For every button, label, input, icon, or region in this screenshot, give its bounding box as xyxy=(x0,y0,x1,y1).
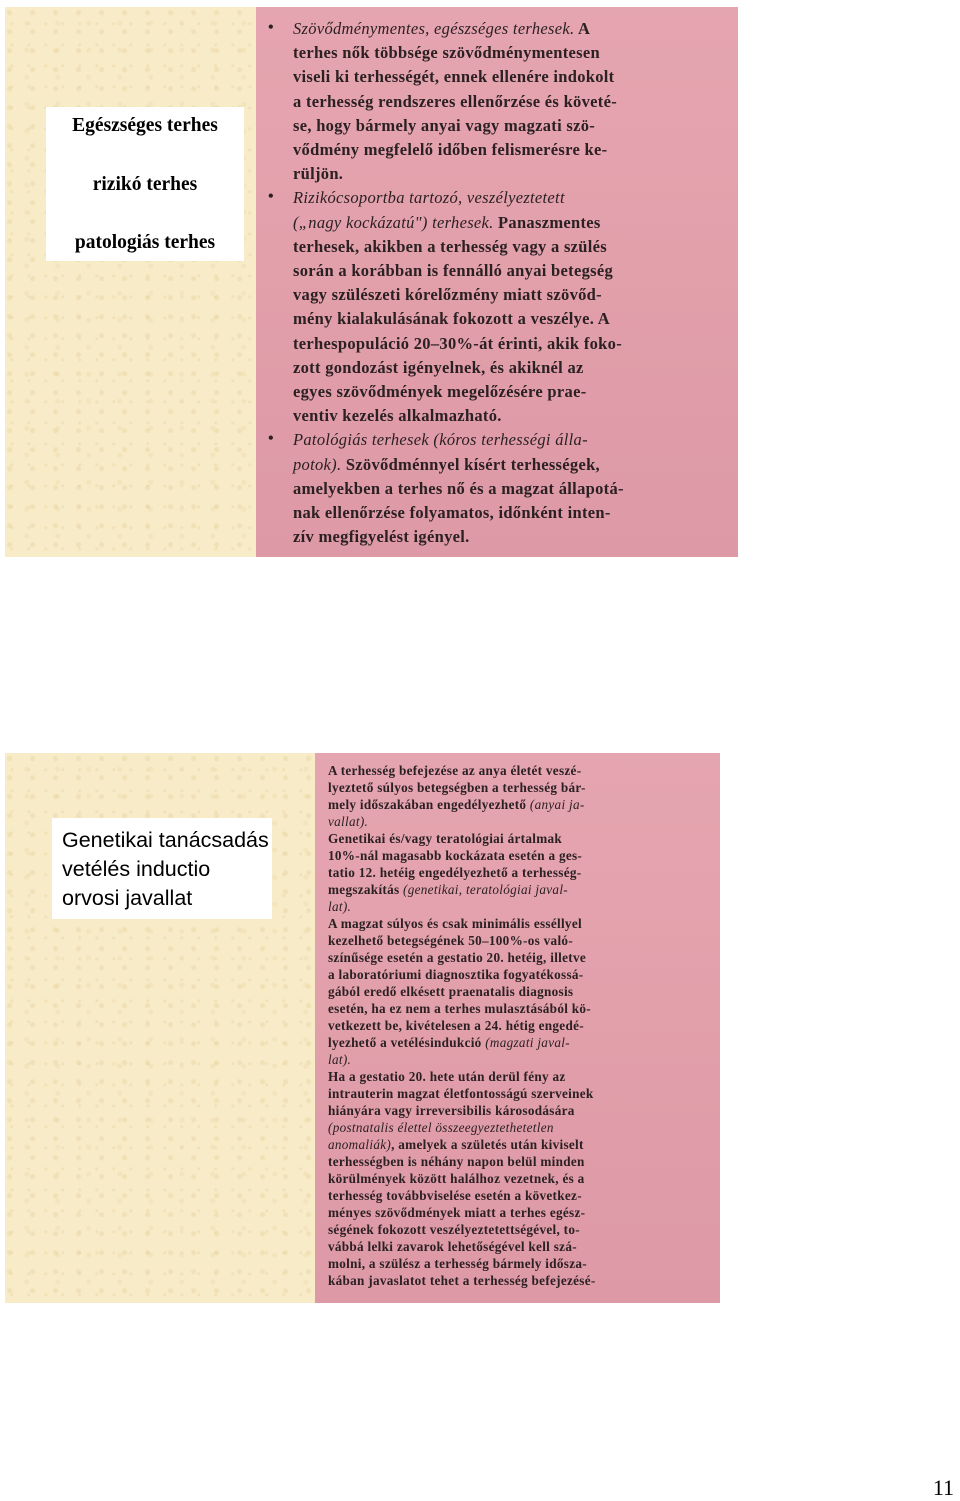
slide-1 xyxy=(5,7,738,557)
scan-text-line xyxy=(328,797,585,813)
label-genetic-counselling: Genetikai tanácsadás xyxy=(62,828,269,852)
scan-text-line xyxy=(293,43,600,63)
scan-italic-text: (anyai ja- xyxy=(529,797,585,812)
scan-body-text: zott gondozást igényelnek, és akiknél az xyxy=(293,357,584,377)
scan-body-text: molni, a szülész a terhesség bármely idősza- xyxy=(328,1256,587,1271)
scan-body-text: 10%-nál magasabb kockázata esetén a ges- xyxy=(328,848,583,863)
scan-text-line xyxy=(328,1154,585,1170)
scan-text-line xyxy=(293,67,614,87)
scan-italic-text: Rizikócsoportba tartozó, veszélyeztetett xyxy=(293,188,565,208)
scan-text-line xyxy=(328,1120,554,1136)
scan-italic-text: vallat). xyxy=(328,814,369,829)
bullet-marker: • xyxy=(268,430,274,448)
scan-body-text: tatio 12. hetéig engedélyezhető a terhesség- xyxy=(328,865,582,880)
scan-body-text: kezelhető betegségének 50–100%-os való- xyxy=(328,933,574,948)
scan-text-line xyxy=(293,213,601,233)
scan-text-line xyxy=(328,848,582,864)
label-abortion-induction: vetélés inductio xyxy=(62,857,211,881)
scan-body-text: gából eredő elkésett praenatalis diagnosis xyxy=(328,984,574,999)
scan-text-line xyxy=(293,382,587,402)
scan-body-text: intrauterin magzat életfontosságú szerveinek xyxy=(328,1086,594,1101)
scan-body-text: se, hogy bármely anyai vagy magzati szö- xyxy=(293,115,596,135)
scan-text-line xyxy=(328,831,562,847)
scan-text-line xyxy=(328,916,582,932)
scan-body-text: terhespopuláció 20–30%-át érinti, akik foko- xyxy=(293,333,622,353)
category-label-box xyxy=(46,107,244,261)
scan-body-text: lyezhető a vetélésindukció xyxy=(328,1035,486,1050)
scan-italic-text: (genetikai, teratológiai javal- xyxy=(403,882,568,897)
scan-text-line xyxy=(328,1273,596,1289)
scan-body-text: vődmény megfelelő időben felismerésre ke- xyxy=(293,140,608,159)
scan-text-line xyxy=(328,865,581,881)
label-medical-indication: orvosi javallat xyxy=(62,886,193,910)
scan-body-text: mely időszakában engedélyezhető xyxy=(328,797,530,812)
scan-italic-text: lat). xyxy=(328,1052,352,1067)
scan-body-text: zív megfigyelést igényel. xyxy=(293,527,470,547)
scan-body-text: egyes szövődmények megelőzésére prae- xyxy=(293,382,587,401)
label-healthy-pregnancy: Egészséges terhes xyxy=(72,115,218,136)
scan-body-text: terhes nők többsége szövődménymentesen xyxy=(293,43,601,63)
scan-text-line xyxy=(328,1256,587,1272)
bullet-marker: • xyxy=(268,188,274,206)
scan-body-text: terhesek, akikben a terhesség vagy a szülés xyxy=(293,236,608,256)
scan-body-text: körülmények között halálhoz vezetnek, és a xyxy=(328,1171,585,1186)
scan-text-line xyxy=(293,237,607,257)
topic-label-box xyxy=(52,818,272,919)
scan-text-line xyxy=(328,814,368,830)
scan-text-line xyxy=(293,358,584,378)
scan-text-line xyxy=(328,967,583,983)
scan-text-line xyxy=(293,309,610,329)
scan-text-line xyxy=(328,763,581,779)
scan-text-line xyxy=(328,1188,582,1204)
scan-body-text: során a korábban is fennálló anyai betegség xyxy=(293,261,614,280)
scan-body-text: lyeztető súlyos betegségben a terhesség bár- xyxy=(328,780,586,795)
scan-text-line xyxy=(328,780,586,796)
scan-body-text: A xyxy=(574,19,591,38)
scan-text-line xyxy=(328,1137,584,1153)
scan-text-line xyxy=(328,1171,585,1187)
scan-text-line xyxy=(293,503,611,523)
scan-body-text: megszakítás xyxy=(328,882,404,897)
scan-body-text: terhességben is néhány napon belül minden xyxy=(328,1154,585,1169)
scan-text-line xyxy=(293,455,600,475)
scan-body-text: , amelyek a születés után kiviselt xyxy=(391,1137,584,1152)
scan-italic-text: (magzati javal- xyxy=(485,1035,570,1050)
scan-body-text: A magzat súlyos és csak minimális esséllyel xyxy=(328,916,582,931)
scan-text-line xyxy=(328,1103,575,1119)
scan-text-line xyxy=(293,19,590,39)
scan-italic-text: anomaliák) xyxy=(328,1137,392,1152)
scan-text-line xyxy=(328,1035,570,1051)
scan-text-line xyxy=(293,116,595,136)
scan-body-text: a laboratóriumi diagnosztika fogyatékossá- xyxy=(328,967,584,982)
scan-body-text: viseli ki terhességét, ennek ellenére indokolt xyxy=(293,67,615,87)
scan-text-line xyxy=(293,92,617,112)
scan-body-text: Ha a gestatio 20. hete után derül fény az xyxy=(328,1069,566,1084)
scan-body-text: nak ellenőrzése folyamatos, időnként inten- xyxy=(293,503,611,522)
scan-italic-text: lat). xyxy=(328,899,352,914)
scan-body-text: színűsége esetén a gestatio 20. hetéig, illetve xyxy=(328,950,587,965)
scan-body-text: a terhesség rendszeres ellenőrzése és követé- xyxy=(293,91,617,111)
scan-body-text: ményes szövődmények miatt a terhes egész- xyxy=(328,1205,586,1220)
scan-body-text: ségének fokozott veszélyeztetettségével, to- xyxy=(328,1222,580,1237)
scan-text-line xyxy=(293,527,470,547)
bullet-marker: • xyxy=(268,19,274,36)
scan-body-text: Szövődménnyel kísért terhességek, xyxy=(341,454,600,474)
scan-body-text: amelyekben a terhes nő és a magzat állapotá- xyxy=(293,478,624,498)
scan-text-line xyxy=(328,1052,351,1068)
scan-text-line xyxy=(328,950,586,966)
scan-body-text: vagy szülészeti kórelőzmény miatt szövőd- xyxy=(293,285,602,305)
scan-text-line xyxy=(293,479,624,499)
scan-text-line xyxy=(328,1205,585,1221)
scan-text-line xyxy=(328,1086,594,1102)
scan-body-text: kában javaslatot tehet a terhesség befejezésé- xyxy=(328,1273,596,1288)
scan-text-line xyxy=(328,882,568,898)
scan-text-line xyxy=(293,188,565,208)
scan-text-line xyxy=(293,285,602,305)
scan-body-text: ventiv kezelés alkalmazható. xyxy=(293,406,502,426)
scan-text-line xyxy=(328,1069,566,1085)
scan-text-line xyxy=(328,899,351,915)
scan-body-text: vetkezett be, kivételesen a 24. hétig engedé- xyxy=(328,1018,584,1033)
scanned-textbook-excerpt xyxy=(315,753,720,1303)
scan-body-text: A terhesség befejezése az anya életét veszé- xyxy=(328,763,582,778)
label-risk-pregnancy: rizikó terhes xyxy=(92,174,198,195)
scan-text-line xyxy=(293,430,588,450)
scan-text-line xyxy=(328,1001,591,1017)
scan-body-text: mény kialakulásának fokozott a veszélye. A xyxy=(293,309,610,329)
scan-body-text: rüljön. xyxy=(293,164,344,184)
scan-text-line xyxy=(328,933,573,949)
scan-text-line xyxy=(293,140,607,160)
scanned-textbook-excerpt xyxy=(256,7,738,557)
scan-text-line xyxy=(293,261,613,281)
scan-text-line xyxy=(328,1239,577,1255)
label-pathological-pregnancy: patologiás terhes xyxy=(74,232,216,253)
scan-text-line xyxy=(328,984,573,1000)
page-number: 11 xyxy=(932,1475,954,1500)
scan-text-line xyxy=(293,164,343,184)
scan-text-line xyxy=(328,1018,584,1034)
scan-italic-text: Szövődménymentes, egészséges terhesek. xyxy=(293,19,575,38)
scan-italic-text: potok). xyxy=(293,454,342,474)
scan-italic-text: Patológiás terhesek (kóros terhességi álla- xyxy=(293,430,588,450)
scan-body-text: Panaszmentes xyxy=(493,212,601,232)
scan-italic-text: („nagy kockázatú") terhesek. xyxy=(293,212,494,232)
scan-body-text: esetén, ha ez nem a terhes mulasztásából kö- xyxy=(328,1001,591,1016)
scan-italic-text: (postnatalis élettel összeegyeztethetetlen xyxy=(328,1120,554,1135)
slide-2 xyxy=(5,753,720,1303)
scan-text-line xyxy=(293,334,622,354)
scan-text-line xyxy=(328,1222,580,1238)
scan-body-text: hiányára vagy irreversibilis károsodására xyxy=(328,1103,575,1118)
scan-text-line xyxy=(293,406,502,426)
scan-body-text: vábbá lelki zavarok lehetőségével kell szá- xyxy=(328,1239,577,1254)
scan-body-text: terhesség továbbviselése esetén a következ- xyxy=(328,1188,582,1203)
scan-body-text: Genetikai és/vagy teratológiai ártalmak xyxy=(328,831,563,846)
